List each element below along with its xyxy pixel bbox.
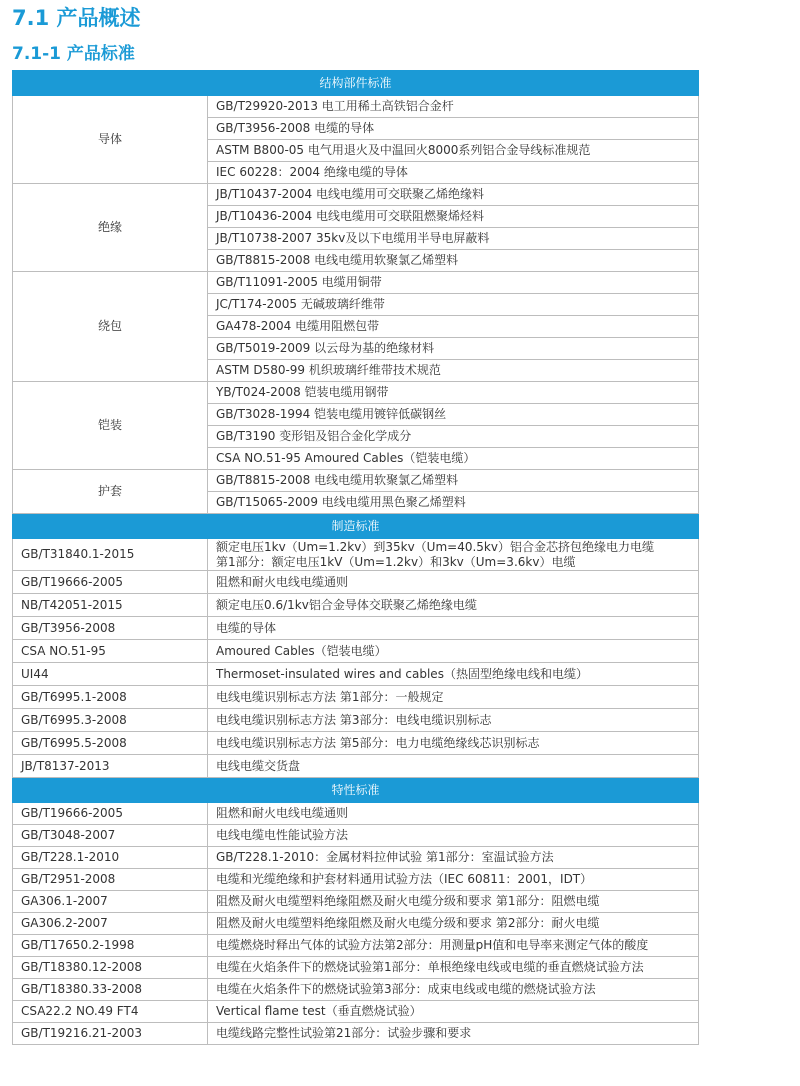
standard-item: ASTM B800-05 电气用退火及中温回火8000系列铝合金导线标准规范	[208, 140, 699, 162]
standard-code: CSA NO.51-95	[13, 640, 208, 663]
page-title: 7.1 产品概述	[12, 6, 141, 30]
section-header-row	[13, 71, 699, 96]
component-name: 导体	[13, 96, 208, 184]
table-row	[13, 539, 699, 571]
standard-item: GA478-2004 电缆用阻燃包带	[208, 316, 699, 338]
section-header: 特性标准	[13, 778, 699, 803]
table-row	[13, 847, 699, 869]
standard-code: GA306.2-2007	[13, 913, 208, 935]
standard-desc	[208, 755, 699, 778]
table-row	[13, 913, 699, 935]
standard-desc: 电缆燃烧时释出气体的试验方法第2部分：用测量pH值和电导率来测定气体的酸度	[208, 935, 699, 957]
table-row	[13, 869, 699, 891]
table-row	[13, 957, 699, 979]
standard-item: GB/T8815-2008 电线电缆用软聚氯乙烯塑料	[208, 470, 699, 492]
table-row	[13, 755, 699, 778]
standards-table	[12, 70, 699, 1045]
standard-code: JB/T8137-2013	[13, 755, 208, 778]
component-name: 绕包	[13, 272, 208, 382]
standard-item: GB/T3190 变形铝及铝合金化学成分	[208, 426, 699, 448]
table-row	[13, 663, 699, 686]
standard-code: GB/T2951-2008	[13, 869, 208, 891]
section-header-row	[13, 778, 699, 803]
standard-item: JB/T10437-2004 电线电缆用可交联聚乙烯绝缘料	[208, 184, 699, 206]
standard-code: CSA22.2 NO.49 FT4	[13, 1001, 208, 1023]
table-row	[13, 1023, 699, 1045]
table-row	[13, 272, 699, 294]
standard-item: GB/T11091-2005 电缆用铜带	[208, 272, 699, 294]
standard-desc-line: 额定电压1kv（Um=1.2kv）到35kv（Um=40.5kv）铝合金芯挤包绝缘电力电缆	[216, 539, 654, 554]
standard-desc	[208, 594, 699, 617]
standard-item: GB/T5019-2009 以云母为基的绝缘材料	[208, 338, 699, 360]
table-row	[13, 732, 699, 755]
standard-item: IEC 60228：2004 绝缘电缆的导体	[208, 162, 699, 184]
standard-desc-line: 额定电压0.6/1kv铝合金导体交联聚乙烯绝缘电缆	[216, 597, 477, 612]
standard-item: GB/T3956-2008 电缆的导体	[208, 118, 699, 140]
standard-item: GB/T3028-1994 铠装电缆用镀锌低碳钢丝	[208, 404, 699, 426]
standard-item: JB/T10738-2007 35kv及以下电缆用半导电屏蔽料	[208, 228, 699, 250]
standard-code: GB/T228.1-2010	[13, 847, 208, 869]
standard-item: CSA NO.51-95 Amoured Cables（铠装电缆）	[208, 448, 699, 470]
section-header-row	[13, 514, 699, 539]
component-name: 护套	[13, 470, 208, 514]
standard-code: GB/T18380.12-2008	[13, 957, 208, 979]
component-name: 绝缘	[13, 184, 208, 272]
table-row	[13, 709, 699, 732]
table-row	[13, 96, 699, 118]
standard-code: GB/T31840.1-2015	[13, 539, 208, 571]
table-row	[13, 825, 699, 847]
standard-desc-line: Thermoset-insulated wires and cables（热固型绝缘电线和电缆）	[216, 666, 588, 681]
table-row	[13, 571, 699, 594]
standard-item: YB/T024-2008 铠装电缆用钢带	[208, 382, 699, 404]
standard-code: GB/T3048-2007	[13, 825, 208, 847]
standard-desc: 电缆在火焰条件下的燃烧试验第3部分：成束电线或电缆的燃烧试验方法	[208, 979, 699, 1001]
standard-desc-line: Amoured Cables（铠装电缆）	[216, 643, 387, 658]
standard-code: GA306.1-2007	[13, 891, 208, 913]
section-header: 结构部件标准	[13, 71, 699, 96]
standard-desc: 电缆线路完整性试验第21部分：试验步骤和要求	[208, 1023, 699, 1045]
standard-code: GB/T6995.3-2008	[13, 709, 208, 732]
standard-code: GB/T6995.5-2008	[13, 732, 208, 755]
table-row	[13, 979, 699, 1001]
table-row	[13, 382, 699, 404]
standard-desc	[208, 617, 699, 640]
table-row	[13, 891, 699, 913]
standard-desc: 阻燃及耐火电缆塑料绝缘阻燃及耐火电缆分级和要求 第2部分：耐火电缆	[208, 913, 699, 935]
component-name: 铠装	[13, 382, 208, 470]
table-row	[13, 1001, 699, 1023]
standard-desc: Vertical flame test（垂直燃烧试验）	[208, 1001, 699, 1023]
standard-desc-line: 电线电缆识别标志方法 第1部分：一般规定	[216, 689, 444, 704]
table-row	[13, 617, 699, 640]
standard-code: GB/T17650.2-1998	[13, 935, 208, 957]
standard-desc	[208, 640, 699, 663]
standard-code: NB/T42051-2015	[13, 594, 208, 617]
table-row	[13, 594, 699, 617]
standard-desc-line: 电线电缆识别标志方法 第5部分：电力电缆绝缘线芯识别标志	[216, 735, 540, 750]
standard-code: GB/T6995.1-2008	[13, 686, 208, 709]
standard-desc	[208, 663, 699, 686]
standard-desc	[208, 732, 699, 755]
standard-item: GB/T29920-2013 电工用稀土高铁铝合金杆	[208, 96, 699, 118]
standard-desc: 阻燃和耐火电线电缆通则	[208, 803, 699, 825]
standard-item: GB/T8815-2008 电线电缆用软聚氯乙烯塑料	[208, 250, 699, 272]
standard-desc: 电缆在火焰条件下的燃烧试验第1部分：单根绝缘电线或电缆的垂直燃烧试验方法	[208, 957, 699, 979]
standard-desc-line: 第1部分：额定电压1kV（Um=1.2kv）和3kv（Um=3.6kv）电缆	[216, 554, 576, 569]
standard-item: GB/T15065-2009 电线电缆用黑色聚乙烯塑料	[208, 492, 699, 514]
table-row	[13, 803, 699, 825]
standard-code: GB/T3956-2008	[13, 617, 208, 640]
standard-desc-line: 电线电缆交货盘	[216, 758, 301, 773]
standard-desc-line: 电线电缆识别标志方法 第3部分：电线电缆识别标志	[216, 712, 492, 727]
section-header: 制造标准	[13, 514, 699, 539]
standard-desc-line: 电缆的导体	[216, 620, 277, 635]
standard-desc: 电缆和光缆绝缘和护套材料通用试验方法（IEC 60811：2001，IDT）	[208, 869, 699, 891]
standard-desc: GB/T228.1-2010：金属材料拉伸试验 第1部分：室温试验方法	[208, 847, 699, 869]
standard-code: GB/T19666-2005	[13, 803, 208, 825]
table-row	[13, 470, 699, 492]
table-row	[13, 935, 699, 957]
table-row	[13, 686, 699, 709]
standard-code: GB/T19216.21-2003	[13, 1023, 208, 1045]
standard-code: UI44	[13, 663, 208, 686]
section-subtitle: 7.1-1 产品标准	[12, 44, 135, 64]
table-row	[13, 640, 699, 663]
standard-code: GB/T18380.33-2008	[13, 979, 208, 1001]
standard-item: ASTM D580-99 机织玻璃纤维带技术规范	[208, 360, 699, 382]
standard-desc: 电线电缆电性能试验方法	[208, 825, 699, 847]
standard-desc	[208, 709, 699, 732]
standard-item: JC/T174-2005 无碱玻璃纤维带	[208, 294, 699, 316]
standard-desc: 阻燃及耐火电缆塑料绝缘阻燃及耐火电缆分级和要求 第1部分：阻燃电缆	[208, 891, 699, 913]
standard-code: GB/T19666-2005	[13, 571, 208, 594]
standard-desc	[208, 571, 699, 594]
standard-desc	[208, 686, 699, 709]
standard-item: JB/T10436-2004 电线电缆用可交联阻燃聚烯烃料	[208, 206, 699, 228]
standard-desc	[208, 539, 699, 571]
standard-desc-line: 阻燃和耐火电线电缆通则	[216, 574, 349, 589]
table-row	[13, 184, 699, 206]
